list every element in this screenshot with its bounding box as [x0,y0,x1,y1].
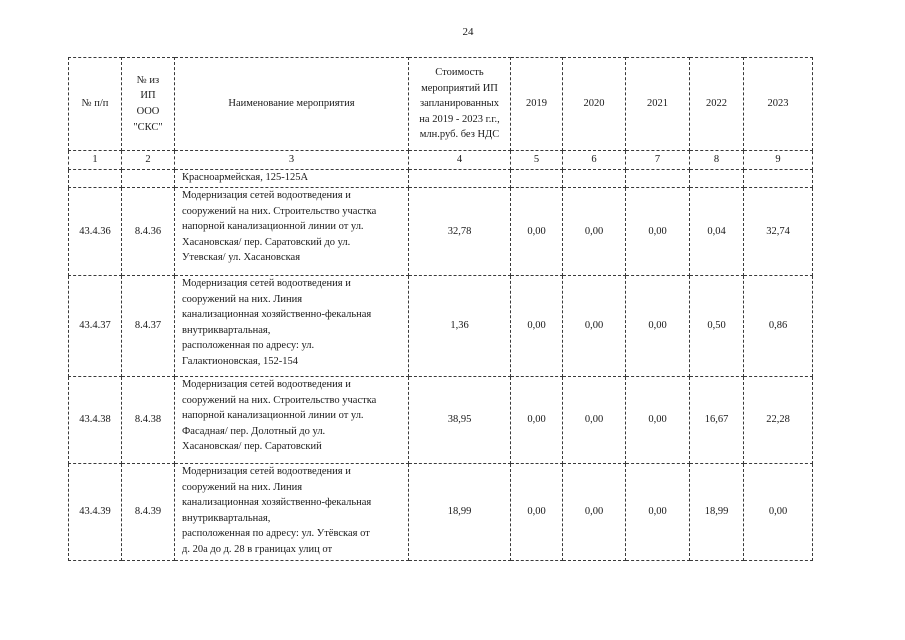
column-number: 8 [690,151,744,170]
value-2023: 32,74 [744,188,813,276]
value-2021: 0,00 [626,188,690,276]
row-number: 43.4.37 [69,276,122,377]
ip-number: 8.4.36 [122,188,175,276]
column-number: 4 [409,151,511,170]
column-number: 2 [122,151,175,170]
column-number: 9 [744,151,813,170]
header-row-number: № п/п [69,58,122,151]
table-header-row [69,58,813,151]
cost-value: 1,36 [409,276,511,377]
value-2021: 0,00 [626,377,690,464]
header-year-2019: 2019 [511,58,563,151]
row-number: 43.4.36 [69,188,122,276]
header-year-2021: 2021 [626,58,690,151]
value-2019: 0,00 [511,188,563,276]
table-row [69,464,813,561]
row-number: 43.4.39 [69,464,122,561]
value-2022: 0,04 [690,188,744,276]
header-cost: Стоимость мероприятий ИП запланированных на 2019 - 2023 г.г., млн.руб. без НДС [409,58,511,151]
header-ip-number: № из ИП ООО "СКС" [122,58,175,151]
investment-program-table [68,57,813,561]
header-year-2023: 2023 [744,58,813,151]
header-measure-name: Наименование мероприятия [175,58,409,151]
continuation-row [69,170,813,188]
ip-number: 8.4.39 [122,464,175,561]
cost-value: 18,99 [409,464,511,561]
ip-number: 8.4.37 [122,276,175,377]
cost-value: 38,95 [409,377,511,464]
value-2023: 0,00 [744,464,813,561]
table-row [69,188,813,276]
value-2020: 0,00 [563,188,626,276]
header-year-2020: 2020 [563,58,626,151]
value-2020: 0,00 [563,464,626,561]
measure-name: Модернизация сетей водоотведения и сооружений на них. Линия канализационная хозяйственно-фекальная внутриквартальная, расположенная по адресу: ул. Утёвская от д. 20а до д. 28 в границах улиц от [175,464,409,561]
measure-name: Модернизация сетей водоотведения и сооружений на них. Строительство участка напорной канализационной линии от ул. Фасадная/ пер. Долотный до ул. Хасановская/ пер. Саратовский [175,377,409,464]
value-2022: 18,99 [690,464,744,561]
measure-name: Модернизация сетей водоотведения и сооружений на них. Линия канализационная хозяйственно-фекальная внутриквартальная, расположенная по адресу: ул. Галактионовская, 152-154 [175,276,409,377]
value-2021: 0,00 [626,464,690,561]
column-number: 1 [69,151,122,170]
value-2021: 0,00 [626,276,690,377]
column-number: 7 [626,151,690,170]
value-2019: 0,00 [511,276,563,377]
value-2023: 0,86 [744,276,813,377]
table-row [69,377,813,464]
page-number: 24 [462,26,474,38]
measure-name: Модернизация сетей водоотведения и сооружений на них. Строительство участка напорной канализационной линии от ул. Хасановская/ пер. Саратовский до ул. Утевская/ ул. Хасановская [175,188,409,276]
value-2019: 0,00 [511,464,563,561]
table-row [69,276,813,377]
row-number: 43.4.38 [69,377,122,464]
header-year-2022: 2022 [690,58,744,151]
value-2020: 0,00 [563,276,626,377]
cost-value: 32,78 [409,188,511,276]
value-2022: 0,50 [690,276,744,377]
value-2023: 22,28 [744,377,813,464]
column-number: 5 [511,151,563,170]
value-2022: 16,67 [690,377,744,464]
ip-number: 8.4.38 [122,377,175,464]
value-2019: 0,00 [511,377,563,464]
value-2020: 0,00 [563,377,626,464]
continuation-text: Красноармейская, 125-125А [175,170,409,188]
column-number-row [69,151,813,170]
column-number: 3 [175,151,409,170]
column-number: 6 [563,151,626,170]
